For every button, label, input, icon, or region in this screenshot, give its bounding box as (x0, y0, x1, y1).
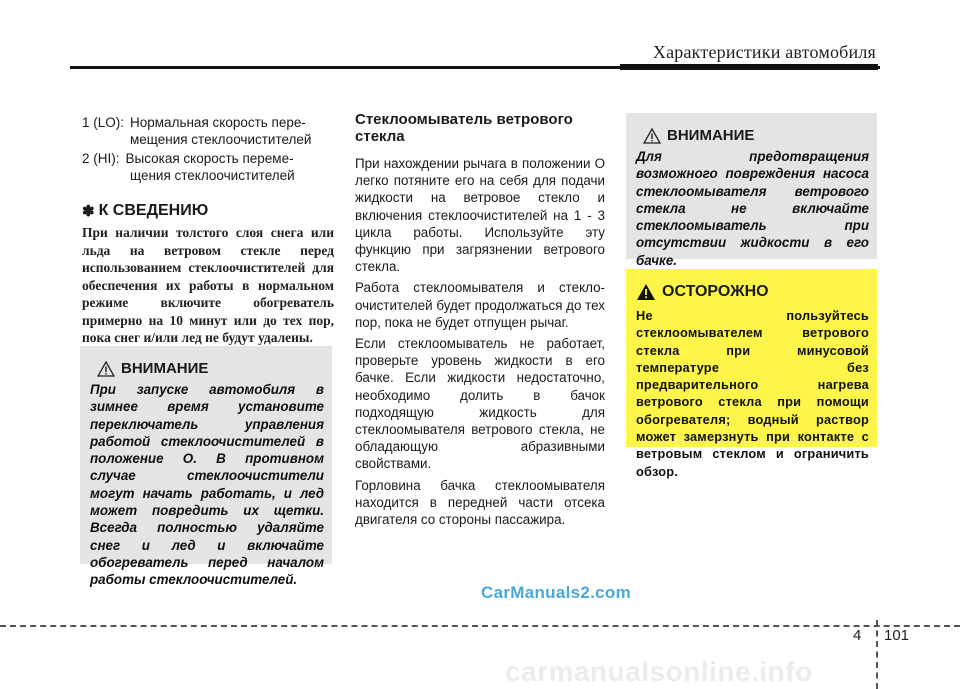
list-item-lo-cont (82, 131, 334, 148)
list-item-text-line1: Высокая скорость переме- (125, 151, 294, 166)
warning-title: ВНИМАНИЕ (121, 360, 209, 377)
warning-title: ВНИМАНИЕ (667, 127, 755, 144)
note-title: К СВЕДЕНИЮ (98, 202, 209, 219)
header-title: Характеристики автомобиля (652, 42, 876, 62)
note-body: При наличии толстого слоя снега или льда на ветровом стекле перед использованием стеклоочистителей для обеспечения их работы в нормальном режиме включите обогреватель примерно на 10 минут или до тех пор, пока снег и/или лед не будут удалены. (82, 225, 334, 345)
footer-rule (0, 625, 960, 627)
list-item-hi (82, 150, 334, 167)
paragraph: Горловина бачка стеклоомывателя находится в передней части отсека двигателя со стороны пассажира. (355, 477, 605, 528)
list-item-number: 2 (HI): (82, 151, 120, 166)
paragraph: Работа стеклоомывателя и стекло-очистителей будет продолжаться до тех пор, пока не будет отпущен рычаг. (355, 280, 605, 330)
warning-box-winter (80, 346, 332, 588)
warning-triangle-filled-icon (636, 283, 656, 301)
list-item-text-line2: мещения стеклоочистителей (130, 132, 312, 147)
footer-watermark: carmanualsonline.info (505, 656, 813, 687)
column-1 (82, 114, 334, 347)
list-item-number: 1 (LO): (82, 115, 125, 130)
paragraph: Если стеклоомыватель не работает, проверьте уровень жидкости в его бачке. Если жидкости недостаточно, необходимо долить в бачок подходящую жидкость для стеклоомывателя ветрового стекла, не обладающую абразивными свойствами. (355, 336, 605, 472)
section-title: Стеклоомыватель ветрового стекла (355, 111, 573, 145)
warning-body: Для предотвращения возможного повреждения насоса стеклоомывателя ветрового стекла не включайте стеклоомыватель при отсутствии жидкости в его бачке. (636, 149, 869, 268)
note-star-icon: ✽ (82, 203, 95, 220)
list-item-lo (82, 114, 334, 131)
warning-triangle-icon (643, 128, 661, 144)
list-item-text (130, 114, 306, 131)
list-item-text (126, 150, 294, 167)
warning-box-pump (626, 113, 877, 268)
caution-box (626, 269, 877, 479)
warning-triangle-icon (97, 361, 115, 377)
list-item-text-line2: щения стеклоочистителей (130, 168, 295, 183)
note-heading (82, 202, 334, 220)
watermark-link[interactable]: CarManuals2.com (481, 583, 631, 602)
list-item-text-line1: Нормальная скорость пере- (130, 115, 306, 130)
warning-body: При запуске автомобиля в зимнее время установите переключатель управления работой стеклоочистителей в положение O. В противном случае стеклоочистители могут начать работать, и лед может повредить их щетки. Всегда полностью удаляйте снег и лед и включайте обогреватель перед началом работы стеклоочистителей. (90, 382, 324, 588)
column-2 (355, 111, 605, 532)
paragraph: При нахождении рычага в положении O легко потяните его на себя для подачи жидкости на ветровое стекло и включения стеклоочистителей на 1 - 3 цикла работы. Используйте эту функцию при загрязнении ветрового стекла. (355, 156, 605, 275)
footer-divider (876, 620, 878, 689)
list-item-hi-cont (82, 167, 334, 184)
header-rule-accent (620, 64, 878, 70)
warning-heading (626, 113, 877, 148)
caution-body: Не пользуйтесь стеклоомывателем ветрового стекла при минусовой температуре без предварительного нагрева ветрового стекла при помощи обогревателя; водный раствор может замерзнуть при контакте с ветровым стеклом и ограничить обзор. (636, 308, 869, 479)
page-number: 101 (884, 627, 910, 644)
chapter-number: 4 (853, 627, 862, 644)
caution-heading (626, 269, 877, 307)
warning-heading (80, 346, 332, 381)
caution-title: ОСТОРОЖНО (662, 283, 769, 300)
